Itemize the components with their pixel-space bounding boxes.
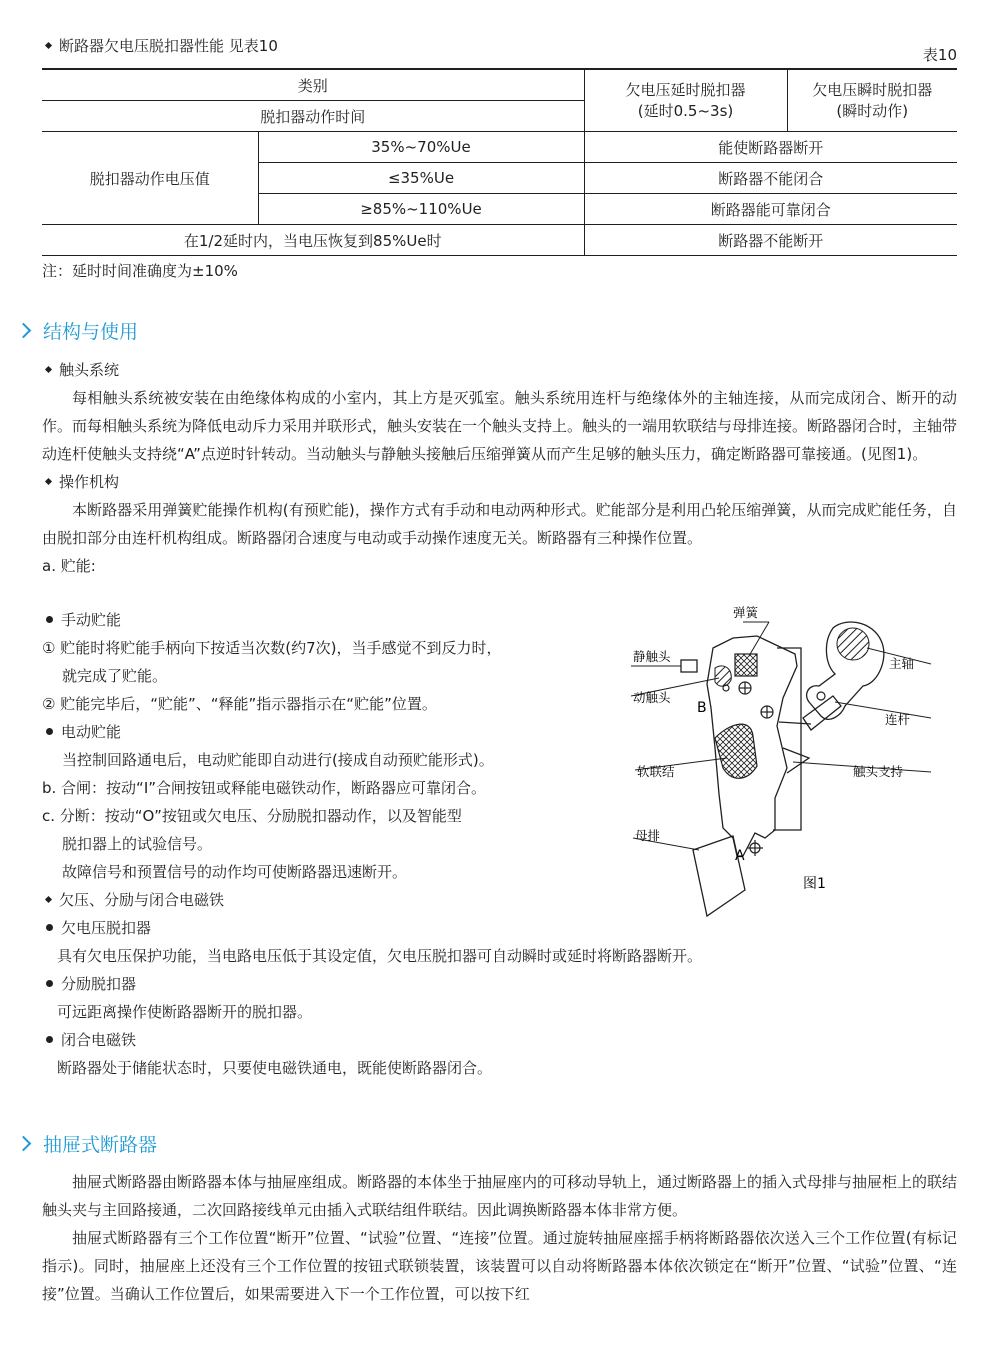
contact-title: 触头系统: [42, 356, 957, 384]
table-cell-result: 断路器不能闭合: [718, 169, 824, 188]
label-flex-link: 软联结: [637, 764, 675, 779]
flex-link: [715, 724, 757, 778]
coil-section: [42, 914, 957, 1082]
main-shaft: [837, 628, 869, 660]
section-drawout-body: [42, 1168, 957, 1308]
open-step-cont2: 故障信号和预置信号的动作均可使断路器迅速断开。: [62, 863, 408, 881]
fixed-contact: [681, 660, 697, 672]
label-contact-support: 触头支持: [853, 764, 904, 779]
diamond-bullet-icon: [45, 42, 52, 49]
label-fixed-contact: 静触头: [633, 649, 671, 664]
pivot-4: [817, 692, 825, 700]
dot-bullet-icon: [46, 1036, 53, 1043]
mech-text: 本断路器采用弹簧贮能操作机构(有预贮能)，操作方式有手动和电动两种形式。贮能部分是利用凸轮压缩弹簧，从而完成贮能任务，自由脱扣部分由连杆机构组成。断路器闭合速度与电动或手动操作速度无关。断路器有三种操作位置。: [42, 501, 957, 547]
chevron-right-icon: [16, 1136, 32, 1152]
table-cell-result: 断路器能可靠闭合: [710, 200, 831, 219]
uv-text: 具有欠电压保护功能，当电路电压低于其设定值，欠电压脱扣器可自动瞬时或延时将断路器断开。: [57, 947, 703, 965]
close-coil-text: 断路器处于储能状态时，只要使电磁铁通电，既能使断路器闭合。: [57, 1059, 493, 1077]
header-delay: 欠电压延时脱扣器 (延时0.5~3s): [584, 69, 787, 132]
drawout-paragraph-2: 抽屉式断路器有三个工作位置“断开”位置、“试验”位置、“连接”位置。通过旋转抽屉座摇手柄将断路器依次送入三个工作位置(有标记指示)。同时，抽屉座上还没有三个工作位置的按钮式联锁装置，该装置可以自动将断路器本体依次锁定在“断开”位置、“试验”位置、“连接”位置。当确认工作位置后，如果需要进入下一个工作位置，可以按下红: [42, 1229, 957, 1303]
figure-1-diagram: [615, 598, 960, 928]
header-time: 脱扣器动作时间: [260, 107, 366, 126]
operation-steps: [42, 606, 602, 914]
storage-label: a. 贮能:: [42, 557, 96, 575]
shunt-text: 可远距离操作使断路器断开的脱扣器。: [57, 1003, 313, 1021]
spec-table: [42, 68, 957, 256]
shunt-title: 分励脱扣器: [42, 970, 957, 998]
open-step: c. 分断：按动“O”按钮或欠电压、分励脱扣器动作，以及智能型: [42, 807, 462, 825]
electric-text: 当控制回路通电后，电动贮能即自动进行(接成自动预贮能形式)。: [62, 751, 494, 769]
table-intro: 断路器欠电压脱扣器性能 见表10: [42, 32, 278, 60]
figure-caption: 图1: [803, 876, 826, 892]
label-busbar: 母排: [635, 828, 661, 843]
diamond-bullet-icon: [45, 896, 52, 903]
table-number: 表10: [922, 46, 957, 64]
table-cell-range: ≤35%Ue: [258, 163, 584, 194]
diamond-bullet-icon: [45, 366, 52, 373]
dot-bullet-icon: [46, 980, 53, 987]
voltage-label: 脱扣器动作电压值: [42, 132, 258, 225]
section-heading-drawout: 抽屉式断路器: [18, 1130, 157, 1157]
header-category: 类别: [42, 69, 584, 101]
moving-contact: [715, 666, 731, 686]
label-main-shaft: 主轴: [889, 656, 915, 671]
table-cell-range: 35%~70%Ue: [258, 132, 584, 163]
electric-title: 电动贮能: [42, 718, 602, 746]
manual-step-1-cont: 就完成了贮能。: [62, 667, 168, 685]
label-point-b: B: [697, 700, 707, 716]
contact-text: 每相触头系统被安装在由绝缘体构成的小室内，其上方是灭弧室。触头系统用连杆与绝缘体外的主轴连接，从而完成闭合、断开的动作。而每相触头系统为降低电动斥力采用并联形式，触头安装在一个触头支持上。触头的一端用软联结与母排连接。断路器闭合时，主轴带动连杆使触头支持绕“A”点逆时针转动。当动触头与静触头接触后压缩弹簧从而产生足够的触头压力，确定断路器可靠接通。(见图1)。: [42, 389, 958, 463]
uv-group-title: 欠压、分励与闭合电磁铁: [42, 886, 602, 914]
manual-step-2: ② 贮能完毕后，“贮能”、“释能”指示器指示在“贮能”位置。: [42, 695, 437, 713]
label-link-rod: 连杆: [885, 712, 911, 727]
section-heading-structure: 结构与使用: [18, 317, 138, 344]
last-row-result: 断路器不能断开: [718, 231, 824, 250]
spring: [735, 654, 757, 676]
label-spring: 弹簧: [733, 605, 759, 620]
manual-title: 手动贮能: [42, 606, 602, 634]
dot-bullet-icon: [46, 728, 53, 735]
table-cell-range: ≥85%~110%Ue: [258, 194, 584, 225]
manual-step-1: ① 贮能时将贮能手柄向下按适当次数(约7次)，当手感觉不到反力时，: [42, 639, 502, 657]
mech-title: 操作机构: [42, 468, 957, 496]
chevron-right-icon: [16, 323, 32, 339]
header-instant: 欠电压瞬时脱扣器 (瞬时动作): [787, 69, 957, 132]
diamond-bullet-icon: [45, 478, 52, 485]
drawout-paragraph-1: 抽屉式断路器由断路器本体与抽屉座组成。断路器的本体坐于抽屉座内的可移动导轨上，通过断路器上的插入式母排与抽屉柜上的联结触头夹与主回路接通，二次回路接线单元由插入式联结组件联结。因此调换断路器本体非常方便。: [42, 1173, 958, 1219]
table-note: 注：延时时间准确度为±10%: [42, 262, 238, 280]
housing-outline: [773, 648, 801, 830]
section-structure-body: [42, 356, 957, 580]
dot-bullet-icon: [46, 924, 53, 931]
open-step-cont: 脱扣器上的试验信号。: [62, 835, 213, 853]
dot-bullet-icon: [46, 616, 53, 623]
label-point-a: A: [735, 848, 745, 864]
label-moving-contact: 动触头: [633, 690, 671, 705]
close-coil-title: 闭合电磁铁: [42, 1026, 957, 1054]
table-cell-result: 能使断路器断开: [718, 138, 824, 157]
last-row-label: 在1/2延时内，当电压恢复到85%Ue时: [42, 225, 584, 256]
uv-title: 欠电压脱扣器: [42, 914, 957, 942]
close-step: b. 合闸：按动“I”合闸按钮或释能电磁铁动作，断路器应可靠闭合。: [42, 779, 487, 797]
